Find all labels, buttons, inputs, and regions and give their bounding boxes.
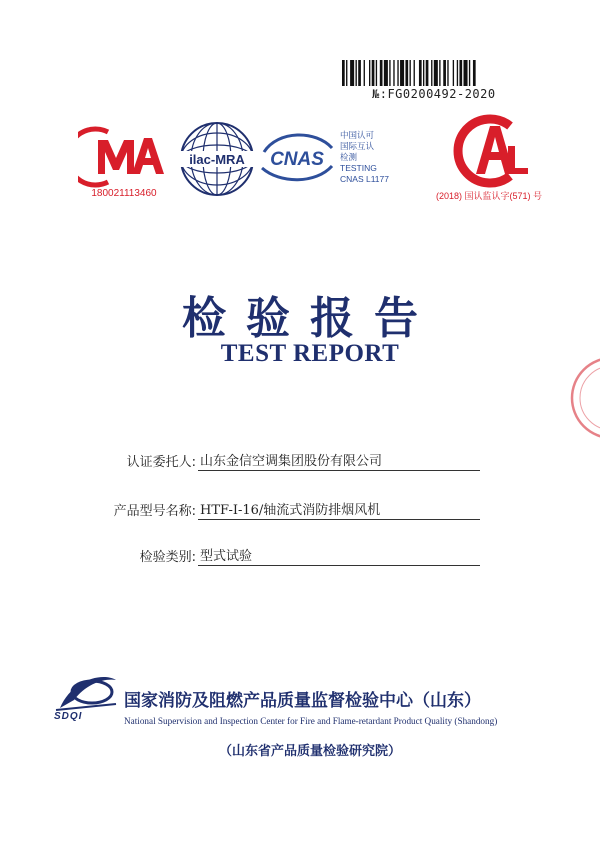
sdqi-text: SDQI — [54, 711, 83, 722]
barcode-bar — [356, 60, 357, 86]
barcode-bar — [443, 60, 446, 86]
cnas-line: CNAS L1177 — [340, 174, 389, 184]
barcode-bar — [457, 60, 458, 86]
field-client — [0, 447, 600, 473]
report-title-cn: 检验报告 — [182, 293, 438, 344]
cnas-text: CNAS — [270, 149, 324, 170]
center-name-cn: 国家消防及阻燃产品质量监督检验中心（山东） — [124, 691, 481, 711]
cnas-caption — [340, 130, 430, 185]
field-label: 检验类别: — [139, 550, 196, 565]
barcode-bar — [414, 60, 415, 86]
field-label: 认证委托人: — [126, 455, 196, 470]
field-value: 山东金信空调集团股份有限公司 — [200, 454, 383, 469]
barcode-bar — [393, 60, 394, 86]
ilac-mra-logo-icon — [176, 118, 258, 200]
field-test-type — [0, 542, 600, 568]
field-value: HTF-I-16/轴流式消防排烟风机 — [200, 503, 381, 518]
cal-number: (2018) 国认监认字(571) 号 — [435, 191, 543, 201]
barcode-bar — [364, 60, 365, 86]
barcode-bar — [380, 60, 383, 86]
barcode-bar — [389, 60, 390, 86]
field-value: 型式试验 — [200, 549, 253, 564]
barcode-bar — [376, 60, 377, 86]
barcode-bar — [397, 60, 398, 86]
report-title-en: TEST REPORT — [220, 340, 400, 367]
cnas-line: TESTING — [340, 163, 377, 173]
barcode-bar — [426, 60, 429, 86]
barcode-bar — [342, 60, 345, 86]
barcode-bar — [400, 60, 404, 86]
cma-number: 180021113460 — [91, 188, 157, 199]
barcode-bar — [459, 60, 462, 86]
cma-logo-icon — [78, 124, 166, 190]
ilac-mra-text: ilac-MRA — [189, 152, 245, 167]
barcode — [342, 60, 518, 86]
cnas-line: 检测 — [340, 152, 358, 162]
cal-logo-icon — [448, 112, 530, 190]
cnas-line: 国际互认 — [340, 141, 375, 151]
barcode-bar — [439, 60, 440, 86]
field-label: 产品型号名称: — [113, 504, 196, 519]
center-name-en: National Supervision and Inspection Center for Fire and Flame-retardant Product Quality (Shandong) — [124, 716, 498, 726]
barcode-bar — [469, 60, 470, 86]
barcode-bar — [346, 60, 347, 86]
barcode-bar — [358, 60, 361, 86]
red-stamp-partial-icon — [566, 352, 600, 444]
barcode-bar — [384, 60, 388, 86]
report-number: №:FG0200492-2020 — [372, 87, 496, 101]
field-underline — [198, 519, 480, 520]
field-product — [0, 496, 600, 522]
barcode-bar — [473, 60, 476, 86]
barcode-bar — [447, 60, 448, 86]
field-underline — [198, 565, 480, 566]
barcode-bar — [419, 60, 422, 86]
barcode-bar — [423, 60, 424, 86]
institute-name: （山东省产品质量检验研究院） — [218, 744, 401, 759]
barcode-bar — [369, 60, 370, 86]
cnas-line: 中国认可 — [340, 130, 375, 140]
barcode-bar — [350, 60, 354, 86]
barcode-bar — [405, 60, 408, 86]
field-underline — [198, 470, 480, 471]
barcode-bar — [434, 60, 438, 86]
barcode-bar — [372, 60, 375, 86]
cnas-logo-icon — [258, 132, 336, 182]
barcode-bar — [453, 60, 454, 86]
barcode-bar — [410, 60, 411, 86]
barcode-bar — [431, 60, 432, 86]
barcode-bar — [464, 60, 468, 86]
